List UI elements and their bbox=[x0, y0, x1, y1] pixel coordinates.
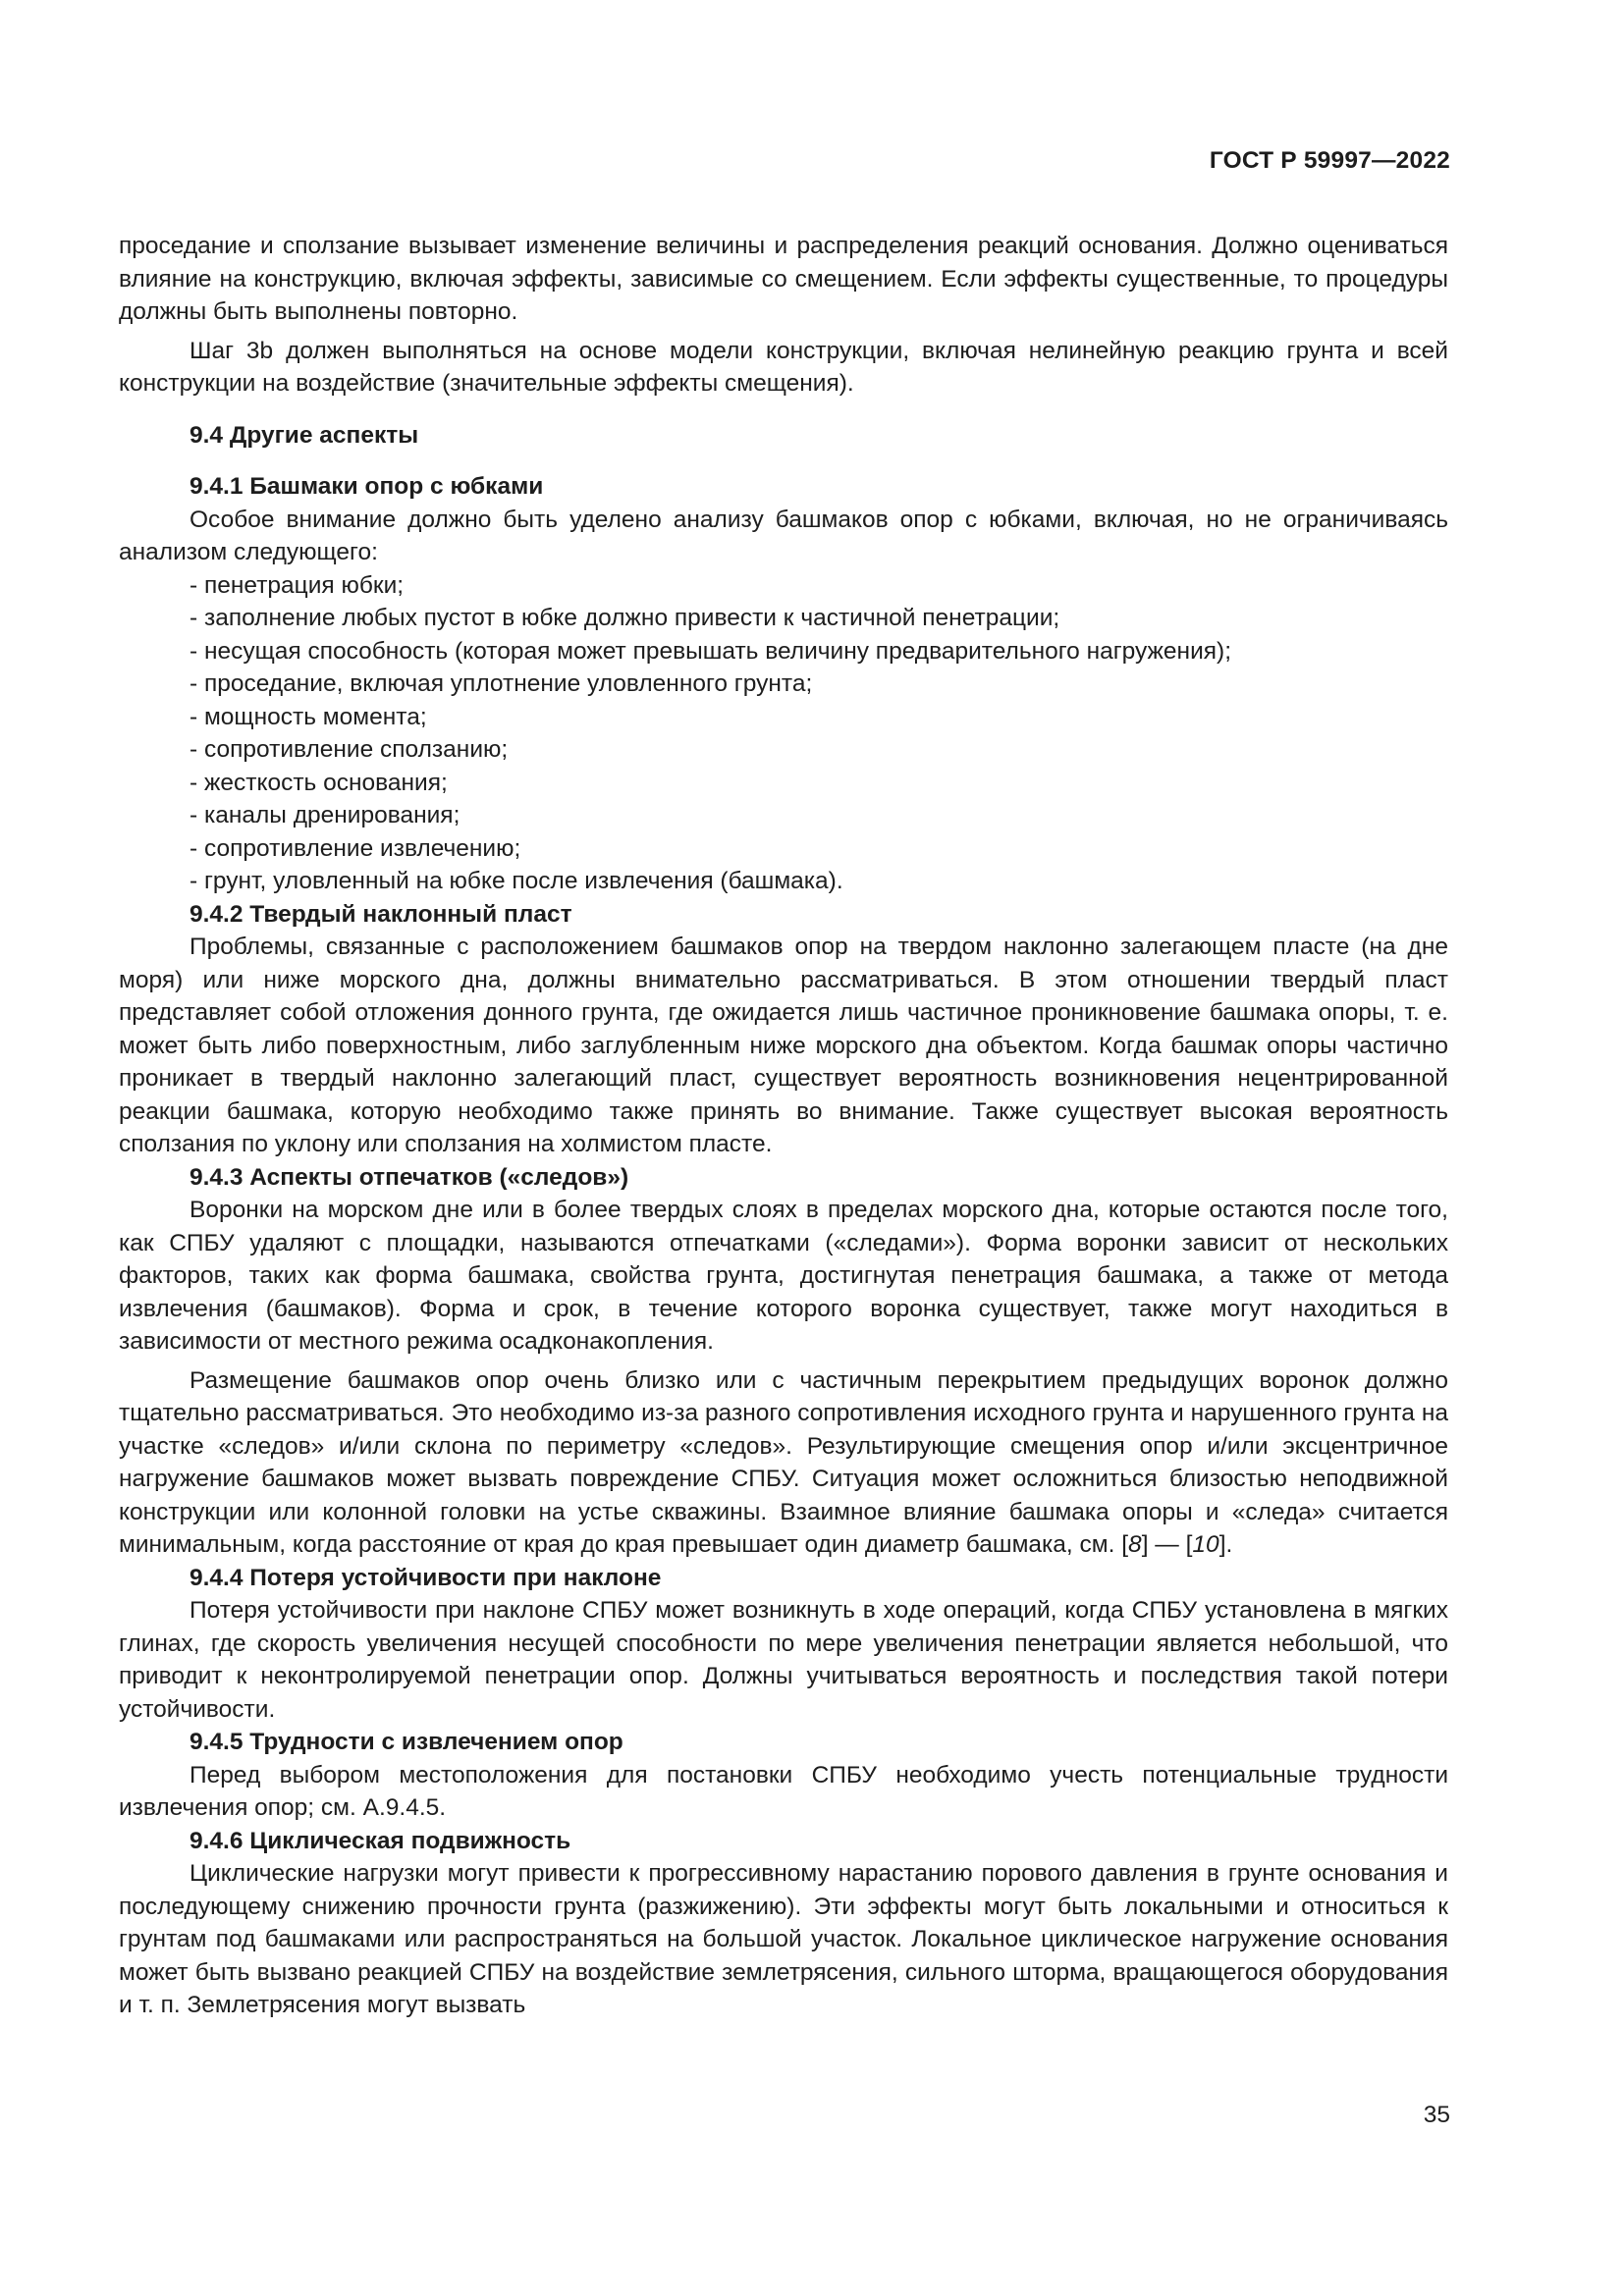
subsection-heading-9-4-2: 9.4.2 Твердый наклонный пласт bbox=[189, 900, 572, 928]
subsection-9-4-3-paragraph-1: Воронки на морском дне или в более твердых слоях в пределах морского дна, которые остаются после того, как СПБУ удаляют с площадки, называются отпечатками («следами»). Форма воронки зависит от нескольких факторов, таких как форма башмака, свойства грунта, достигнутая пенетрация башмака, а также от метода извлечения (башмаков). Форма и срок, в течение которого воронка существует, также могут находиться в зависимости от местного режима осадконакопления. bbox=[119, 1197, 1448, 1355]
subsection-heading-9-4-5: 9.4.5 Трудности с извлечением опор bbox=[189, 1729, 623, 1755]
subsection-heading-9-4-1: 9.4.1 Башмаки опор с юбками bbox=[189, 473, 544, 500]
list-item: - заполнение любых пустот в юбке должно привести к частичной пенетрации; bbox=[189, 605, 1060, 631]
subsection-9-4-6-paragraph: Циклические нагрузки могут привести к прогрессивному нарастанию порового давления в грунте основания и последующему снижению прочности грунта (разжижению). Эти эффекты могут быть локальными и относиться к грунтам под башмаками или распространяться на большой участок. Локальное циклическое нагружение основания может быть вызвано реакцией СПБУ на воздействие землетрясения, сильного шторма, вращающегося оборудования и т. п. Землетрясения могут вызвать bbox=[119, 1860, 1448, 2018]
list-item: - жесткость основания; bbox=[189, 769, 448, 796]
list-item: - пенетрация юбки; bbox=[189, 571, 405, 599]
document-id-header: ГОСТ Р 59997—2022 bbox=[1209, 147, 1450, 174]
document-body bbox=[119, 230, 1448, 2022]
reference-10: 10 bbox=[1192, 1531, 1219, 1558]
subsection-9-4-3-paragraph-2 bbox=[119, 1364, 1448, 1562]
subsection-9-4-2-paragraph: Проблемы, связанные с расположением башмаков опор на твердом наклонно залегающем пласте (на дне моря) или ниже морского дна, должны внимательно рассматриваться. В этом отношении твердый пласт представляет собой отложения донного грунта, где ожидается лишь частичное проникновение башмака опоры, т. е. может быть либо поверхностным, либо заглубленным ниже морского дна объектом. Когда башмак опоры частично проникает в твердый наклонно залегающий пласт, существует вероятность возникновения нецентрированной реакции башмака, которую необходимо также принять во внимание. Также существует высокая вероятность сползания по уклону или сползания на холмистом пласте. bbox=[119, 934, 1448, 1157]
subsection-heading-9-4-4: 9.4.4 Потеря устойчивости при наклоне bbox=[189, 1564, 662, 1591]
reference-separator: ] — [ bbox=[1141, 1531, 1193, 1558]
subsection-9-4-1-intro: Особое внимание должно быть уделено анализу башмаков опор с юбками, включая, но не ограничиваясь анализом следующего: bbox=[119, 506, 1448, 565]
intro-paragraph-2: Шаг 3b должен выполняться на основе модели конструкции, включая нелинейную реакцию грунта и всей конструкции на воздействие (значительные эффекты смещения). bbox=[119, 337, 1448, 397]
subsection-9-4-4-paragraph: Потеря устойчивости при наклоне СПБУ может возникнуть в ходе операций, когда СПБУ установлена в мягких глинах, где скорость увеличения несущей способности по мере увеличения пенетрации является небольшой, что приводит к неконтролируемой пенетрации опор. Должны учитываться вероятность и последствия такой потери устойчивости. bbox=[119, 1597, 1448, 1723]
section-heading-9-4: 9.4 Другие аспекты bbox=[189, 421, 419, 449]
subsection-9-4-5-paragraph: Перед выбором местоположения для постановки СПБУ необходимо учесть потенциальные трудности извлечения опор; см. А.9.4.5. bbox=[119, 1761, 1448, 1821]
list-item: - несущая способность (которая может превышать величину предварительного нагружения); bbox=[189, 637, 1232, 665]
list-item: - каналы дренирования; bbox=[189, 802, 460, 828]
subsection-heading-9-4-3: 9.4.3 Аспекты отпечатков («следов») bbox=[189, 1163, 629, 1191]
reference-8: 8 bbox=[1128, 1531, 1142, 1558]
reference-end: ]. bbox=[1218, 1531, 1233, 1558]
list-item: - сопротивление извлечению; bbox=[189, 834, 521, 862]
list-item: - мощность момента; bbox=[189, 703, 427, 730]
page-number: 35 bbox=[1423, 2102, 1450, 2128]
intro-paragraph-1: проседание и сползание вызывает изменение величины и распределения реакций основания. Должно оцениваться влияние на конструкцию, включая эффекты, зависимые со смещением. Если эффекты существенные, то процедуры должны быть выполнены повторно. bbox=[119, 233, 1448, 325]
paragraph-text: Размещение башмаков опор очень близко или с частичным перекрытием предыдущих воронок должно тщательно рассматриваться. Это необходимо из-за разного сопротивления исходного грунта и нарушенного грунта на участке «следов» и/или склона по периметру «следов». Результирующие смещения опор и/или эксцентричное нагружение башмаков может вызвать повреждение СПБУ. Ситуация может осложниться близостью неподвижной конструкции или колонной головки на устье скважины. Взаимное влияние башмака опоры и «следа» считается минимальным, когда расстояние от края до края превышает один диаметр башмака, см. [ bbox=[119, 1366, 1448, 1558]
list-item: - грунт, уловленный на юбке после извлечения (башмака). bbox=[189, 868, 843, 894]
subsection-heading-9-4-6: 9.4.6 Циклическая подвижность bbox=[189, 1827, 571, 1854]
list-item: - проседание, включая уплотнение уловленного грунта; bbox=[189, 670, 813, 697]
list-item: - сопротивление сползанию; bbox=[189, 736, 509, 763]
